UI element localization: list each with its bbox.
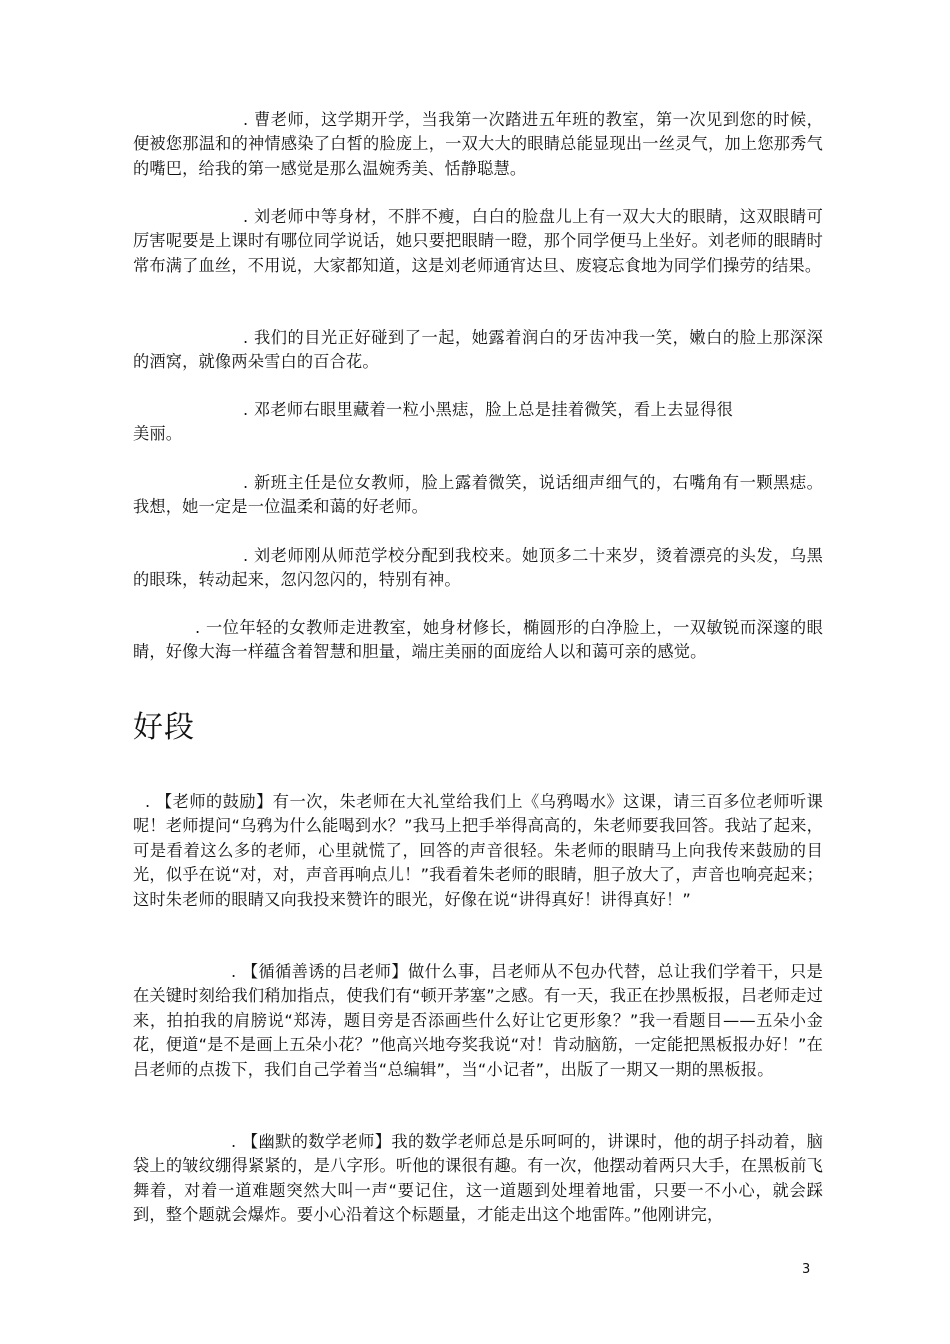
paragraph-3: . 我们的目光正好碰到了一起，她露着润白的牙齿冲我一笑，嫩白的脸上那深深的酒窝，就像两朵雪白的百合花。: [133, 328, 823, 372]
paragraph-2: . 刘老师中等身材，不胖不瘦，白白的脸盘儿上有一双大大的眼睛，这双眼睛可厉害呢要是上课时有哪位同学说话，她只要把眼睛一瞪，那个同学便马上坐好。刘老师的眼睛时常布满了血丝，不用说，大家都知道，这是刘老师通宵达旦、废寝忘食地为同学们操劳的结果。: [133, 207, 823, 275]
section-heading: 好段: [133, 710, 195, 745]
good-paragraph-3: . 【幽默的数学老师】我的数学老师总是乐呵呵的，讲课时，他的胡子抖动着，脑袋上的皱纹绷得紧紧的，是八字形。听他的课很有趣。有一次，他摆动着两只大手，在黑板前飞舞着，对着一道难题突然大叫一声“要记住，这一道题到处埋着地雷，只要一不小心，就会踩到，整个题就会爆炸。要小心沿着这个标题量，才能走出这个地雷阵。”他刚讲完，: [133, 1132, 823, 1225]
paragraph-6: . 刘老师刚从师范学校分配到我校来。她顶多二十来岁，烫着漂亮的头发，乌黑的眼珠，转动起来，忽闪忽闪的，特别有神。: [133, 546, 823, 590]
page-number: 3: [802, 1262, 811, 1277]
paragraph-4: . 邓老师右眼里藏着一粒小黑痣，脸上总是挂着微笑，看上去显得很美丽。: [133, 400, 733, 444]
paragraph-5: . 新班主任是位女教师，脸上露着微笑，说话细声细气的，右嘴角有一颗黑痣。我想，她一定是一位温柔和蔼的好老师。: [133, 473, 823, 517]
paragraph-1: . 曹老师，这学期开学，当我第一次踏进五年班的教室，第一次见到您的时候，便被您那温和的神情感染了白皙的脸庞上，一双大大的眼睛总能显现出一丝灵气，加上您那秀气的嘴巴，给我的第一感觉是那么温婉秀美、恬静聪慧。: [133, 110, 823, 178]
good-paragraph-1: . 【老师的鼓励】有一次，朱老师在大礼堂给我们上《乌鸦喝水》这课，请三百多位老师听课呢！老师提问“乌鸦为什么能喝到水？”我马上把手举得高高的，朱老师要我回答。我站了起来，可是看着这么多的老师，心里就慌了，回答的声音很轻。朱老师的眼睛马上向我传来鼓励的目光，似乎在说“对，对，声音再响点儿！”我看着朱老师的眼睛，胆子放大了，声音也响亮起来；这时朱老师的眼睛又向我投来赞许的眼光，好像在说“讲得真好！讲得真好！”: [133, 792, 823, 909]
paragraph-7: . 一位年轻的女教师走进教室，她身材修长，椭圆形的白净脸上，一双敏锐而深邃的眼睛，好像大海一样蕴含着智慧和胆量，端庄美丽的面庞给人以和蔼可亲的感觉。: [133, 618, 823, 662]
good-paragraph-2: . 【循循善诱的吕老师】做什么事，吕老师从不包办代替，总让我们学着干，只是在关键时刻给我们稍加指点，使我们有“顿开茅塞”之感。有一天，我正在抄黑板报，吕老师走过来，拍拍我的肩膀说“郑涛，题目旁是否添画些什么好让它更形象？”我一看题目——五朵小金花，便道“是不是画上五朵小花？”他高兴地夸奖我说“对！肯动脑筋，一定能把黑板报办好！”在吕老师的点拨下，我们自己学着当“总编辑”，当“小记者”，出版了一期又一期的黑板报。: [133, 962, 823, 1079]
